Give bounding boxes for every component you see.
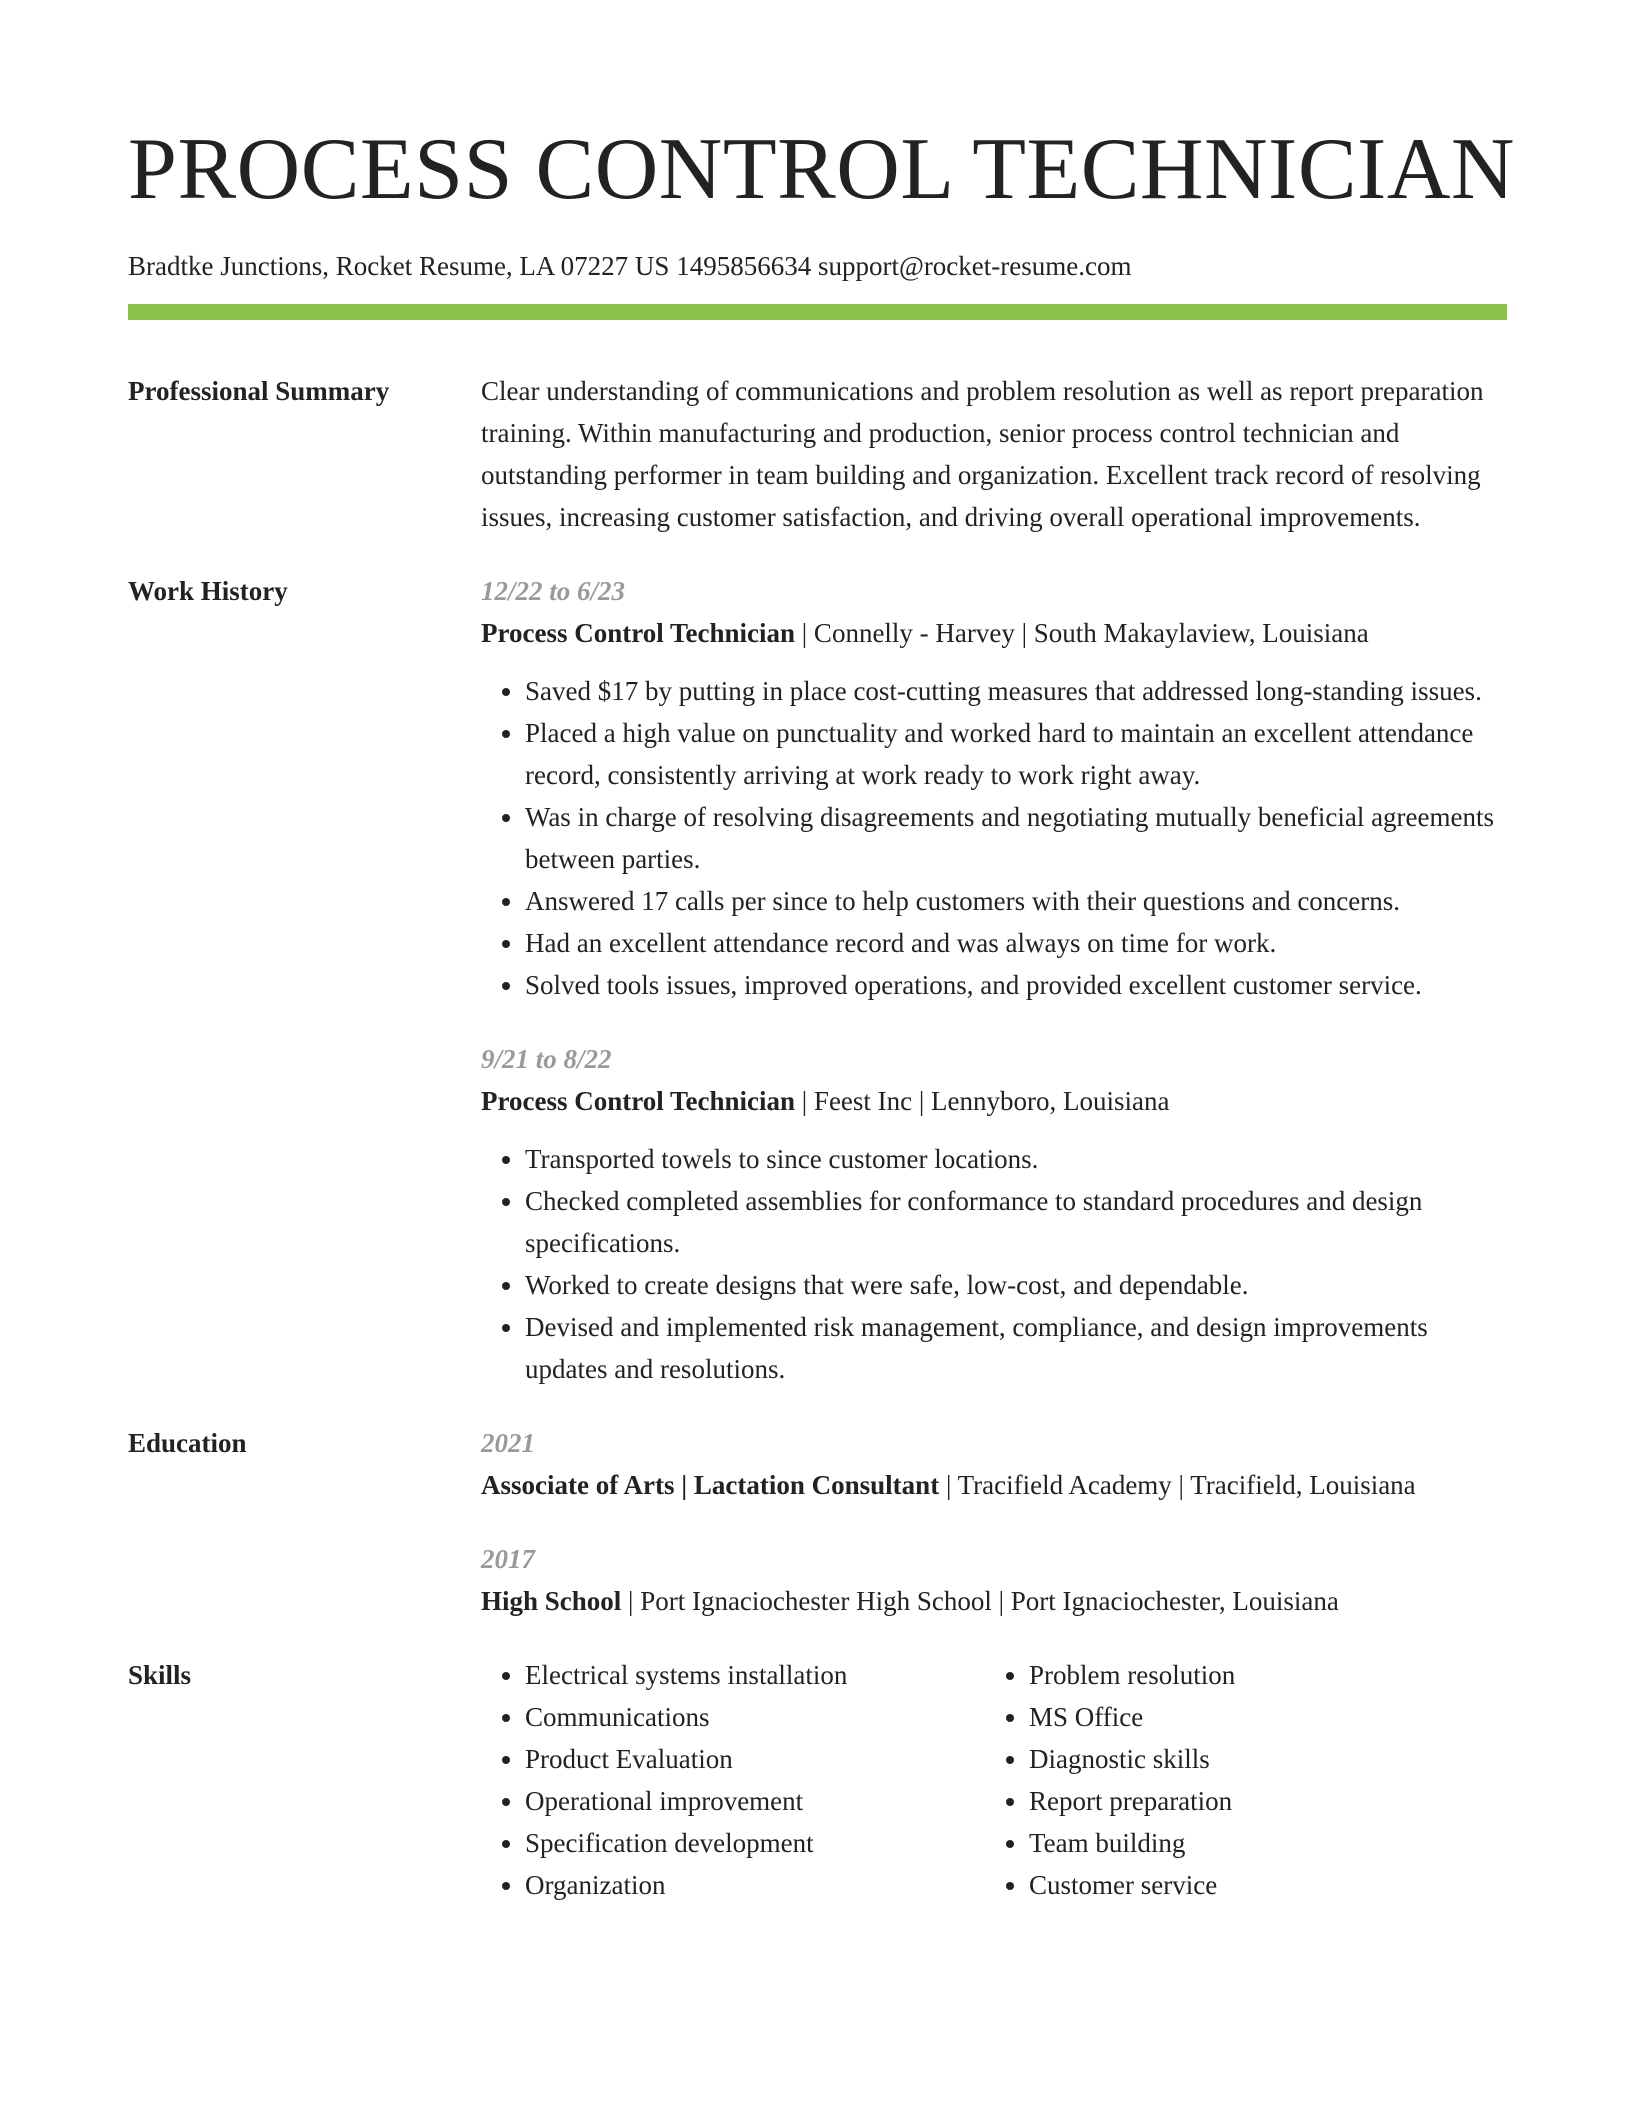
job-entry	[481, 570, 1507, 1006]
skill-item: • Operational improvement	[525, 1780, 985, 1822]
job-bullet: • Had an excellent attendance record and was always on time for work.	[525, 922, 1507, 964]
job-heading	[481, 612, 1507, 654]
job-entry	[481, 1038, 1507, 1390]
section-label-work: Work History	[128, 576, 288, 606]
skill-item: • Problem resolution	[1029, 1654, 1489, 1696]
skill-item: • Report preparation	[1029, 1780, 1489, 1822]
job-bullet: • Answered 17 calls per since to help customers with their questions and concerns.	[525, 880, 1507, 922]
skill-item: • Organization	[525, 1864, 985, 1906]
job-bullet: • Worked to create designs that were safe, low-cost, and dependable.	[525, 1264, 1507, 1306]
job-bullet: • Saved $17 by putting in place cost-cutting measures that addressed long-standing issues.	[525, 670, 1507, 712]
job-bullet: • Transported towels to since customer locations.	[525, 1138, 1507, 1180]
job-title: Process Control Technician	[481, 618, 796, 648]
skill-item: • Product Evaluation	[525, 1738, 985, 1780]
skills-list-left	[481, 1654, 985, 1906]
education-degree: Associate of Arts | Lactation Consultant	[481, 1470, 940, 1500]
education-degree: High School	[481, 1586, 622, 1616]
accent-divider	[128, 304, 1507, 320]
section-label-summary: Professional Summary	[128, 376, 390, 406]
job-bullets	[481, 670, 1507, 1006]
skill-item: • Customer service	[1029, 1864, 1489, 1906]
education-year: 2017	[481, 1544, 535, 1574]
job-dates: 9/21 to 8/22	[481, 1044, 612, 1074]
job-details: | Connelly - Harvey | South Makaylaview, Louisiana	[795, 618, 1369, 648]
education-year: 2021	[481, 1428, 535, 1458]
education-heading	[481, 1464, 1507, 1506]
job-title: Process Control Technician	[481, 1086, 796, 1116]
skill-item: • Diagnostic skills	[1029, 1738, 1489, 1780]
job-bullet: • Devised and implemented risk management, compliance, and design improvements updates and resolutions.	[525, 1306, 1507, 1390]
section-work-history	[128, 570, 1507, 1390]
education-entry	[481, 1422, 1507, 1506]
skill-item: • Team building	[1029, 1822, 1489, 1864]
job-bullet: • Placed a high value on punctuality and worked hard to maintain an excellent attendance record, consistently arriving at work ready to work right away.	[525, 712, 1507, 796]
work-entries	[481, 570, 1507, 1390]
section-skills	[128, 1654, 1507, 1906]
section-professional-summary	[128, 370, 1507, 538]
job-bullets	[481, 1138, 1507, 1390]
skill-item: • Communications	[525, 1696, 985, 1738]
skills-list-right	[985, 1654, 1489, 1906]
skill-item: • Specification development	[525, 1822, 985, 1864]
section-label-skills: Skills	[128, 1660, 192, 1690]
job-heading	[481, 1080, 1507, 1122]
contact-line: Bradtke Junctions, Rocket Resume, LA 07227 US 1495856634 support@rocket-resume.com	[128, 251, 1132, 281]
education-details: | Tracifield Academy | Tracifield, Louisiana	[939, 1470, 1416, 1500]
skill-item: • MS Office	[1029, 1696, 1489, 1738]
summary-text: Clear understanding of communications and problem resolution as well as report preparation training. Within manufacturing and production, senior process control technician and outstanding performer in team building and organization. Excellent track record of resolving issues, increasing customer satisfaction, and driving overall operational improvements.	[481, 376, 1484, 532]
job-details: | Feest Inc | Lennyboro, Louisiana	[795, 1086, 1170, 1116]
job-dates: 12/22 to 6/23	[481, 576, 626, 606]
section-education	[128, 1422, 1507, 1622]
job-bullet: • Was in charge of resolving disagreements and negotiating mutually beneficial agreements between parties.	[525, 796, 1507, 880]
education-entries	[481, 1422, 1507, 1622]
job-bullet: • Checked completed assemblies for conformance to standard procedures and design specifications.	[525, 1180, 1507, 1264]
section-label-education: Education	[128, 1428, 247, 1458]
resume-name-title: PROCESS CONTROL TECHNICIAN	[128, 121, 1515, 218]
education-entry	[481, 1538, 1507, 1622]
education-heading	[481, 1580, 1507, 1622]
skills-body	[481, 1654, 1507, 1906]
job-bullet: • Solved tools issues, improved operations, and provided excellent customer service.	[525, 964, 1507, 1006]
skill-item: • Electrical systems installation	[525, 1654, 985, 1696]
skills-columns	[481, 1654, 1507, 1906]
education-details: | Port Ignaciochester High School | Port Ignaciochester, Louisiana	[621, 1586, 1339, 1616]
